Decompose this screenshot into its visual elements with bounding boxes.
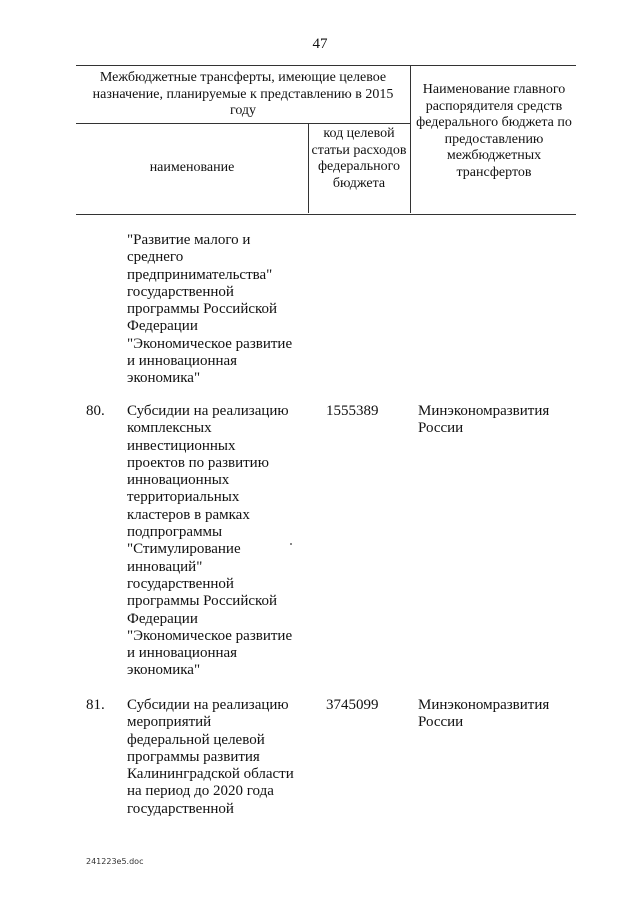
table-header <box>76 65 576 215</box>
header-col-code: код целевой статьи расходов федерального бюджета <box>311 126 407 191</box>
row-name: "Развитие малого и среднего предпринимательства" государственной программы Российской Федерации "Экономическое развитие и инновационная экономика" <box>127 232 293 387</box>
footer-file-id: 241223e5.doc <box>86 857 144 866</box>
row-admin: Минэкономразвития России <box>418 403 550 437</box>
header-col-admin: Наименование главного распорядителя средств федерального бюджета по предоставлению межбюджетных трансфертов <box>416 82 572 180</box>
row-name: Субсидии на реализацию комплексных инвестиционных проектов по развитию инновационных территориальных кластеров в рамках подпрограммы "Стимулирование инноваций" государственной программы Российской Федерации "Экономическое развитие и инновационная экономика" <box>127 403 293 679</box>
row-admin: Минэкономразвития России <box>418 697 550 731</box>
row-code: 3745099 <box>326 697 379 713</box>
column-divider <box>410 66 411 213</box>
scan-speck <box>290 543 292 545</box>
row-number: 81. <box>86 697 105 713</box>
row-name: Субсидии на реализацию мероприятий федеральной целевой программы развития Калининградской области на период до 2020 года государственной <box>127 697 294 817</box>
row-number: 80. <box>86 403 105 419</box>
header-group-title: Межбюджетные трансферты, имеющие целевое назначение, планируемые к представлению в 2015 году <box>92 70 394 118</box>
row-code: 1555389 <box>326 403 379 419</box>
page-number: 47 <box>312 36 328 52</box>
header-subdivider <box>76 123 410 124</box>
header-col-name: наименование <box>149 160 235 175</box>
column-divider <box>308 123 309 213</box>
